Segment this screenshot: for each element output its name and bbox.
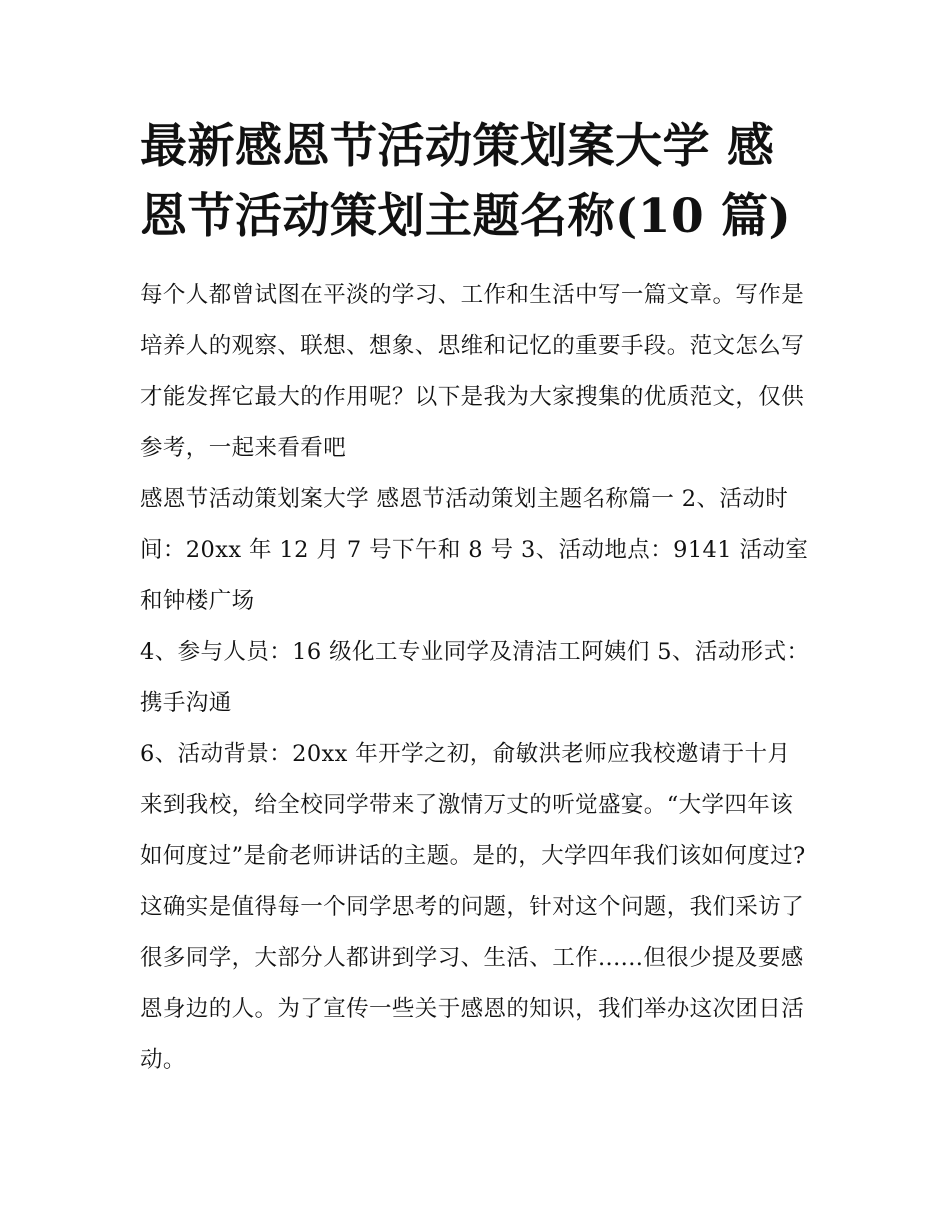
intro-paragraph: 每个人都曾试图在平淡的学习、工作和生活中写一篇文章。写作是培养人的观察、联想、想象、思维和记忆的重要手段。范文怎么写才能发挥它最大的作用呢？以下是我为大家搜集的优质范文，仅供参考，一起来看看吧 xyxy=(140,282,805,461)
document-page xyxy=(140,112,812,1086)
activity-time-place-paragraph: 感恩节活动策划案大学 感恩节活动策划主题名称篇一 2、活动时间：20xx 年 12 月 7 号下午和 8 号 3、活动地点：9141 活动室和钟楼广场 xyxy=(140,486,809,614)
background-paragraph: 6、活动背景：20xx 年开学之初，俞敏洪老师应我校邀请于十月来到我校，给全校同学带来了激情万丈的听觉盛宴。“大学四年该如何度过”是俞老师讲话的主题。是的，大学四年我们该如何度过?这确实是值得每一个同学思考的问题，针对这个问题，我们采访了很多同学，大部分人都讲到学习、生活、工作......但很少提及要感恩身边的人。为了宣传一些关于感恩的知识，我们举办这次团日活动。 xyxy=(140,741,806,1073)
document-title: 最新感恩节活动策划案大学 感恩节活动策划主题名称(10 篇) xyxy=(140,119,792,244)
participants-paragraph: 4、参与人员：16 级化工专业同学及清洁工阿姨们 5、活动形式：携手沟通 xyxy=(140,639,810,716)
